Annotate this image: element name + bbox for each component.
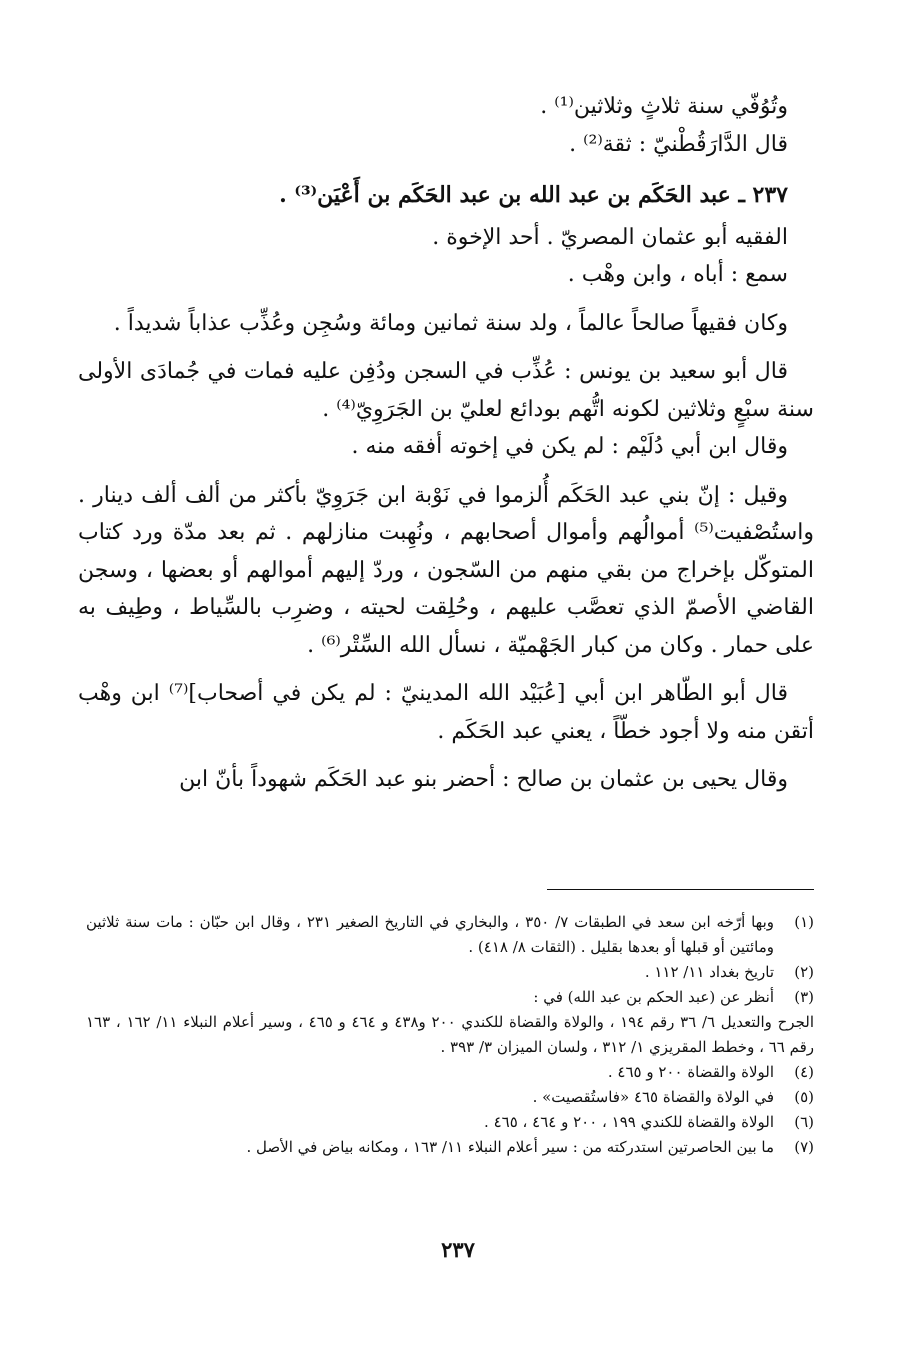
main-text [78, 88, 814, 799]
footnote-text: الجرح والتعديل ٦/ ٣٦ رقم ١٩٤ ، والولاة والقضاة للكندي ٢٠٠ و٤٣٨ و ٤٦٤ و ٤٦٥ ، وسير أعلام النبلاء ١١/ ١٦٢ ، ١٦٣ رقم ٦٦ ، وخطط المقريزي ١/ ٣١٢ ، ولسان الميزان ٣/ ٣٩٣ . [86, 1013, 815, 1056]
footnote-item [86, 1135, 814, 1160]
footnote-text: الولاة والقضاة ٢٠٠ و ٤٦٥ . [607, 1063, 774, 1081]
paragraph-biography: وكان فقيهاً صالحاً عالماً ، ولد سنة ثمانين ومائة وسُجِن وعُذِّب عذاباً شديداً . [113, 310, 788, 336]
footnote-text: أنظر عن (عبد الحكم بن عبد الله) في : [533, 988, 774, 1006]
footnote-text: الولاة والقضاة للكندي ١٩٩ ، ٢٠٠ و ٤٦٤ ، ٤٦٥ . [484, 1113, 774, 1131]
paragraph-ibn-yunus: قال أبو سعيد بن يونس : عُذِّب في السجن ودُفِن عليه فمات في جُمادَى الأولى سنة سبْعٍ وثلاثين لكونه اتُّهم بودائع لعليّ بن الجَرَوِيّ⁽⁴⁾ . [78, 359, 814, 422]
footnote-number: (٥) [794, 1088, 814, 1106]
footnote-item [86, 910, 814, 960]
footnote-text: ما بين الحاصرتين استدركته من : سير أعلام النبلاء ١١/ ١٦٣ ، ومكانه بياض في الأصل . [246, 1138, 774, 1156]
paragraph-ibn-abi-dulaym: وقال ابن أبي دُلَيْم : لم يكن في إخوته أفقه منه . [351, 434, 788, 459]
paragraph-heard: سمع : أباه ، وابن وهْب . [567, 262, 788, 287]
footnote-number: (٧) [794, 1138, 814, 1156]
footnote-number: (٤) [794, 1063, 814, 1081]
page-number: ٢٣٧ [441, 1237, 475, 1262]
paragraph-daraqutni: قال الدَّارَقُطْنيّ : ثقة⁽²⁾ . [569, 131, 788, 157]
entry-heading: ٢٣٧ ـ عبد الحَكَم بن عبد الله بن عبد الحَكَم بن أَعْيَن⁽³⁾ . [279, 182, 788, 208]
footnote-text: وبها أرّخه ابن سعد في الطبقات ٧/ ٣٥٠ ، والبخاري في التاريخ الصغير ٢٣١ ، وقال ابن حبّان : مات سنة ثلاثين ومائتين أو قبلها أو بعدها بقليل . (الثقات ٨/ ٤١٨) . [86, 913, 775, 956]
paragraph-death-year: وتُوُفّي سنة ثلاثٍ وثلاثين⁽¹⁾ . [540, 94, 788, 119]
footnote-continuation [86, 1010, 814, 1060]
paragraph-qila: وقيل : إنّ بني عبد الحَكَم أُلزموا في نَوْبة ابن جَرَوِيّ بأكثر من ألف ألف دينار . واستُصْفيت⁽⁵⁾ أموالُهم وأموال أصحابهم ، ونُهِبت منازلهم . ثم بعد مدّة ورد كتاب المتوكّل بإخراج من بقي منهم من السّجون ، وردّ إليهم أموالهم أو بعضها ، وسجن القاضي الأصمّ الذي تعصَّب عليهم ، وحُلِقت لحيته ، وضرِب بالسِّياط ، وطِيف به على حمار . وكان من كبار الجَهْميّة ، نسأل الله السِّتْر⁽⁶⁾ . [78, 482, 814, 658]
footnote-number: (٢) [794, 963, 814, 981]
footnote-text: تاريخ بغداد ١١/ ١١٢ . [644, 963, 774, 981]
footnote-item [86, 1085, 814, 1110]
footnote-item [86, 960, 814, 985]
footnote-number: (١) [794, 913, 814, 931]
footnotes [86, 910, 814, 1160]
footnote-separator [547, 889, 814, 890]
footnote-number: (٦) [794, 1113, 814, 1131]
footnote-item [86, 985, 814, 1010]
paragraph-abu-tahir: قال أبو الطّاهر ابن أبي [عُبَيْد الله المدينيّ : لم يكن في أصحاب]⁽⁷⁾ ابن وهْب أتقن منه ولا أجود خطّاً ، يعني عبد الحَكَم . [78, 681, 814, 744]
footnote-item [86, 1060, 814, 1085]
footnote-item [86, 1110, 814, 1135]
footnote-text: في الولاة والقضاة ٤٦٥ «فاستُقصيت» . [532, 1088, 774, 1106]
paragraph-faqih: الفقيه أبو عثمان المصريّ . أحد الإخوة . [432, 224, 788, 250]
paragraph-yahya: وقال يحيى بن عثمان بن صالح : أحضر بنو عبد الحَكَم شهوداً بأنّ ابن [179, 767, 788, 792]
footnote-number: (٣) [794, 988, 814, 1006]
